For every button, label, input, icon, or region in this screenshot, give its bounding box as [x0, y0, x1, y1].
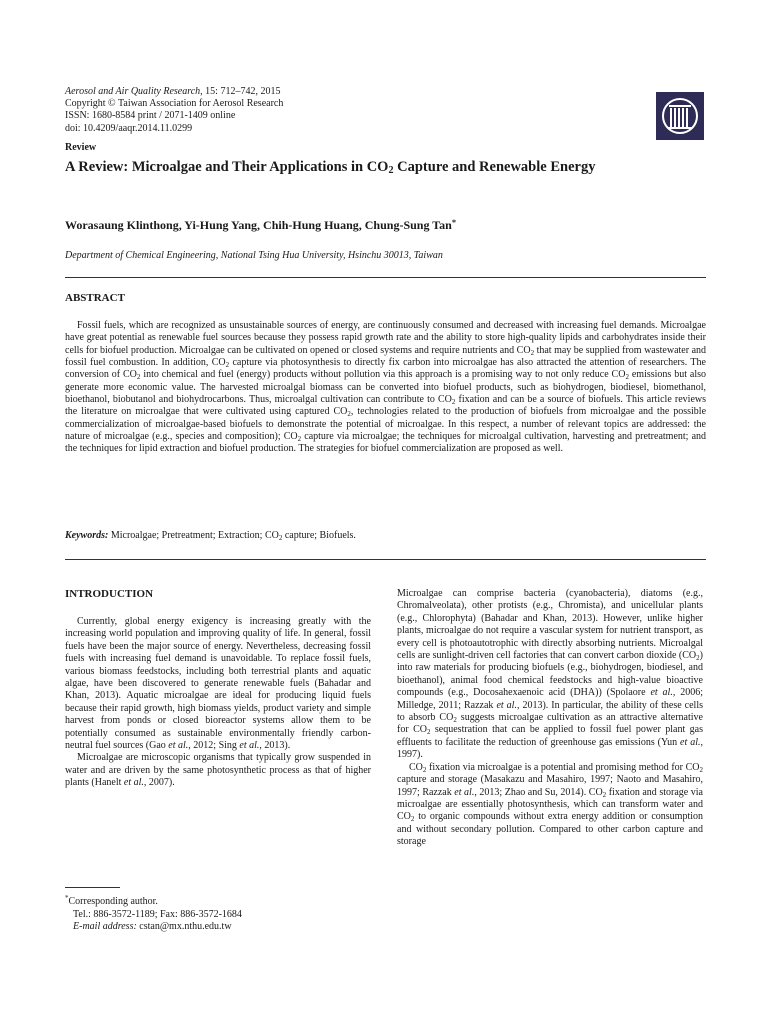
divider-bottom [65, 559, 706, 560]
issn-line: ISSN: 1680-8584 print / 2071-1409 online [65, 110, 236, 122]
left-column [65, 616, 371, 790]
introduction-heading: INTRODUCTION [65, 588, 154, 600]
abstract-heading: ABSTRACT [65, 292, 125, 304]
footnote [65, 896, 242, 934]
footnote-email: E-mail address: cstan@mx.nthu.edu.tw [73, 921, 232, 933]
doi-line: doi: 10.4209/aaqr.2014.11.0299 [65, 122, 193, 134]
footnote-divider [65, 887, 120, 888]
intro-paragraph-3: Microalgae can comprise bacteria (cyanobacteria), diatoms (e.g., Chromalveolata), other protists (e.g., Chromista), and unicellular plants (e.g., Chlorophyta) (Bahadar and Khan, 2013). However, unlike higher plants, microalgae do not require a vascular system for nutrient transport, as every cell is photoautotrophic with directly absorbing nutrients. Microalgal cells are sunlight-driven cell factories that can convert carbon dioxide $(CO_2)$ into raw materials for producing biofuels (e.g., biohydrogen, biodiesel, and bioethanol), animal food chemical feedstocks and high-value bioactive compounds (e.g., Docosahexaenoic acid (DHA)) (Spolaore et al., 2006; Milledge, 2011; Razzak et al., 2013). In particular, the ability of these cells to absorb $CO_2$ suggests microalgae cultivation as an attractive alternative for $CO_2$ sequestration that can be applied to fossil fuel power plant gas effluents to facilitate the reduction of greenhouse gas emissions (Yun et al., 1997). [397, 588, 704, 761]
journal-logo-icon [656, 92, 704, 140]
corresponding-mark: * [451, 218, 457, 227]
divider-top [65, 277, 706, 278]
abstract-text: Fossil fuels, which are recognized as unsustainable sources of energy, are continuously consumed and decreased with increasing fuel demands. Microalgae have great potential as renewable fuel sources because they possess rapid growth rate and the ability to store high-quality lipids and carbohydrates inside their cells for biofuel production. Microalgae can be cultivated on opened or closed systems and require nutrients and $CO_2$ that may be supplied from wastewater and fossil fuel combustion. In addition, $CO_2$ capture via photosynthesis to directly fix carbon into microalgae has also attracted the attention of researchers. The conversion of $CO_2$ into chemical and fuel (energy) products without pollution via this approach is a promising way to not only reduce $CO_2$ emissions but also generate more economic value. The harvested microalgal biomass can be converted into biofuel products, such as biohydrogen, biodiesel, biomethanol, bioethanol, biobutanol and biohydrocarbons. Thus, microalgal cultivation can contribute to $CO_2$ fixation and can be a source of biofuels. This article reviews the literature on microalgae that were cultivated using captured $CO_2$, technologies related to the production of biofuels from microalgae and the possible commercialization of microalgae-based biofuels to demonstrate the potential of microalgae. In this respect, a number of relevant topics are addressed: the nature of microalgae (e.g., species and composition); $CO_2$ capture via microalgae; the techniques for microalgal cultivation, harvesting and pretreatment; and the techniques for lipid extraction and biofuel production. The strategies for biofuel commercialization are proposed as well. [65, 320, 707, 455]
keywords-label: Keywords: [65, 530, 109, 541]
intro-paragraph-4: $CO_2$ fixation via microalgae is a potential and promising method for $CO_2$ capture and storage (Masakazu and Masahiro, 1997; Naoto and Masahiro, 1997; Razzak et al., 2013; Zhao and Su, 2014). $CO_2$ fixation and storage via microalgae are essentially photosynthesis, which can transform water and $CO_2$ to organic compounds without extra energy addition or consumption and without secondary pollution. Compared to other carbon capture and storage [397, 761, 703, 848]
author-list: Worasaung Klinthong, Yi-Hung Yang, Chih-Hung Huang, Chung-Sung Tan* [65, 218, 457, 232]
copyright-line: Copyright © Taiwan Association for Aerosol Research [65, 98, 284, 110]
email-link[interactable]: cstan@mx.nthu.edu.tw [136, 921, 232, 933]
journal-volume: , 15: 712–742, 2015 [200, 86, 281, 97]
right-column [397, 588, 703, 849]
keywords: Keywords: Microalgae; Pretreatment; Extraction; $CO_2$ capture; Biofuels. [65, 530, 356, 542]
journal-masthead [65, 86, 283, 135]
footnote-corresponding: *Corresponding author. [65, 894, 158, 907]
intro-paragraph-2: Microalgae are microscopic organisms that typically grow suspended in water and are driven by the same photosynthetic process as that of higher plants (Hanelt et al., 2007). [65, 752, 371, 789]
footnote-phone: Tel.: 886-3572-1189; Fax: 886-3572-1684 [73, 908, 242, 920]
affiliation: Department of Chemical Engineering, National Tsing Hua University, Hsinchu 30013, Taiwan [65, 250, 443, 261]
intro-paragraph-1: Currently, global energy exigency is increasing greatly with the increasing world population and improving quality of life. In general, fossil fuels have been the major source of energy. Nevertheless, decreasing fossil fuels with increasing fuel demand is unavoidable. To replace fossil fuels, various biomass feedstocks, including both terrestrial plants and aquatic algae, have been discovered to generate renewable fuels (Bahadar and Khan, 2013). Aquatic microalgae are ideal for producing liquid fuels because their rapid growth, high biomass yields, product variety and simple harvest from ponds or closed bioreactor systems allow them to be potentially consumed as sustainable environmentally friendly carbon-neutral fuel sources (Gao et al., 2012; Sing et al., 2013). [65, 616, 371, 752]
journal-name: Aerosol and Air Quality Research [65, 86, 201, 97]
journal-citation [65, 86, 283, 98]
article-type-label: Review [65, 142, 97, 153]
article-title: A Review: Microalgae and Their Applications in $CO_2$ Capture and Renewable Energy [65, 159, 596, 176]
